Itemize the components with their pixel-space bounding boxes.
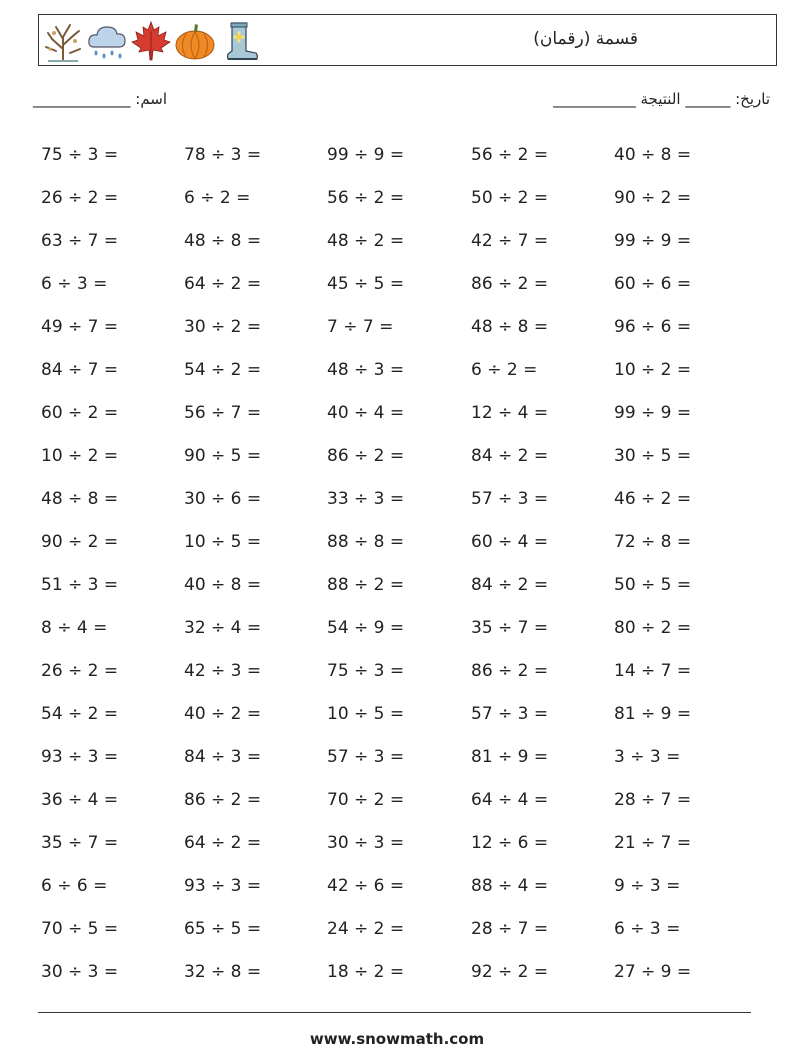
division-problem: 64 ÷ 2 = (184, 274, 262, 294)
division-problem: 56 ÷ 7 = (184, 403, 262, 423)
division-problem: 42 ÷ 3 = (184, 661, 262, 681)
division-problem: 65 ÷ 5 = (184, 919, 262, 939)
name-line: اسم: _____________ (33, 90, 168, 108)
division-problem: 8 ÷ 4 = (41, 618, 108, 638)
division-problem: 6 ÷ 2 = (471, 360, 538, 380)
division-problem: 30 ÷ 2 = (184, 317, 262, 337)
division-problem: 90 ÷ 2 = (614, 188, 692, 208)
division-problem: 86 ÷ 2 = (184, 790, 262, 810)
division-problem: 50 ÷ 2 = (471, 188, 549, 208)
division-problem: 18 ÷ 2 = (327, 962, 405, 982)
division-problem: 86 ÷ 2 = (471, 661, 549, 681)
division-problem: 49 ÷ 7 = (41, 317, 119, 337)
division-problem: 9 ÷ 3 = (614, 876, 681, 896)
division-problem: 72 ÷ 8 = (614, 532, 692, 552)
division-problem: 80 ÷ 2 = (614, 618, 692, 638)
division-problem: 33 ÷ 3 = (327, 489, 405, 509)
division-problem: 78 ÷ 3 = (184, 145, 262, 165)
division-problem: 42 ÷ 7 = (471, 231, 549, 251)
division-problem: 40 ÷ 2 = (184, 704, 262, 724)
division-problem: 35 ÷ 7 = (471, 618, 549, 638)
division-problem: 35 ÷ 7 = (41, 833, 119, 853)
division-problem: 12 ÷ 4 = (471, 403, 549, 423)
division-problem: 24 ÷ 2 = (327, 919, 405, 939)
division-problem: 48 ÷ 8 = (41, 489, 119, 509)
division-problem: 75 ÷ 3 = (327, 661, 405, 681)
division-problem: 99 ÷ 9 = (614, 403, 692, 423)
division-problem: 81 ÷ 9 = (614, 704, 692, 724)
division-problem: 51 ÷ 3 = (41, 575, 119, 595)
division-problem: 10 ÷ 5 = (327, 704, 405, 724)
division-problem: 93 ÷ 3 = (184, 876, 262, 896)
division-problem: 70 ÷ 5 = (41, 919, 119, 939)
footer-url: www.snowmath.com (309, 1030, 485, 1048)
division-problem: 75 ÷ 3 = (41, 145, 119, 165)
division-problem: 81 ÷ 9 = (471, 747, 549, 767)
division-problem: 27 ÷ 9 = (614, 962, 692, 982)
division-problem: 88 ÷ 4 = (471, 876, 549, 896)
division-problem: 84 ÷ 3 = (184, 747, 262, 767)
division-problem: 54 ÷ 2 = (184, 360, 262, 380)
division-problem: 63 ÷ 7 = (41, 231, 119, 251)
division-problem: 26 ÷ 2 = (41, 661, 119, 681)
division-problem: 57 ÷ 3 = (471, 489, 549, 509)
division-problem: 84 ÷ 2 = (471, 446, 549, 466)
division-problem: 64 ÷ 4 = (471, 790, 549, 810)
division-problem: 99 ÷ 9 = (614, 231, 692, 251)
division-problem: 84 ÷ 7 = (41, 360, 119, 380)
division-problem: 30 ÷ 5 = (614, 446, 692, 466)
division-problem: 10 ÷ 2 = (614, 360, 692, 380)
division-problem: 60 ÷ 4 = (471, 532, 549, 552)
division-problem: 40 ÷ 4 = (327, 403, 405, 423)
division-problem: 3 ÷ 3 = (614, 747, 681, 767)
division-problem: 26 ÷ 2 = (41, 188, 119, 208)
division-problem: 96 ÷ 6 = (614, 317, 692, 337)
worksheet-title: قسمة (رقمان) (533, 29, 638, 49)
division-problem: 28 ÷ 7 = (471, 919, 549, 939)
division-problem: 70 ÷ 2 = (327, 790, 405, 810)
division-problem: 90 ÷ 5 = (184, 446, 262, 466)
division-problem: 42 ÷ 6 = (327, 876, 405, 896)
division-problem: 40 ÷ 8 = (614, 145, 692, 165)
division-problem: 28 ÷ 7 = (614, 790, 692, 810)
division-problem: 56 ÷ 2 = (471, 145, 549, 165)
division-problem: 46 ÷ 2 = (614, 489, 692, 509)
division-problem: 88 ÷ 2 = (327, 575, 405, 595)
division-problem: 30 ÷ 3 = (327, 833, 405, 853)
division-problem: 64 ÷ 2 = (184, 833, 262, 853)
division-problem: 48 ÷ 8 = (184, 231, 262, 251)
division-problem: 32 ÷ 4 = (184, 618, 262, 638)
division-problem: 40 ÷ 8 = (184, 575, 262, 595)
division-problem: 88 ÷ 8 = (327, 532, 405, 552)
division-problem: 12 ÷ 6 = (471, 833, 549, 853)
division-problem: 10 ÷ 2 = (41, 446, 119, 466)
division-problem: 10 ÷ 5 = (184, 532, 262, 552)
division-problem: 86 ÷ 2 = (471, 274, 549, 294)
division-problem: 93 ÷ 3 = (41, 747, 119, 767)
division-problem: 6 ÷ 6 = (41, 876, 108, 896)
division-problem: 54 ÷ 2 = (41, 704, 119, 724)
division-problem: 48 ÷ 3 = (327, 360, 405, 380)
division-problem: 30 ÷ 6 = (184, 489, 262, 509)
division-problem: 6 ÷ 3 = (41, 274, 108, 294)
division-problem: 57 ÷ 3 = (327, 747, 405, 767)
division-problem: 30 ÷ 3 = (41, 962, 119, 982)
division-problem: 6 ÷ 3 = (614, 919, 681, 939)
division-problem: 86 ÷ 2 = (327, 446, 405, 466)
division-problem: 90 ÷ 2 = (41, 532, 119, 552)
division-problem: 6 ÷ 2 = (184, 188, 251, 208)
division-problem: 32 ÷ 8 = (184, 962, 262, 982)
division-problem: 50 ÷ 5 = (614, 575, 692, 595)
division-problem: 21 ÷ 7 = (614, 833, 692, 853)
division-problem: 56 ÷ 2 = (327, 188, 405, 208)
footer-divider (38, 1012, 751, 1013)
division-problem: 48 ÷ 8 = (471, 317, 549, 337)
division-problem: 99 ÷ 9 = (327, 145, 405, 165)
division-problem: 57 ÷ 3 = (471, 704, 549, 724)
date-score-line: تاريخ: ______ النتيجة ___________ (553, 90, 770, 108)
division-problem: 84 ÷ 2 = (471, 575, 549, 595)
division-problem: 7 ÷ 7 = (327, 317, 394, 337)
division-problem: 48 ÷ 2 = (327, 231, 405, 251)
division-problem: 60 ÷ 2 = (41, 403, 119, 423)
division-problem: 60 ÷ 6 = (614, 274, 692, 294)
division-problem: 45 ÷ 5 = (327, 274, 405, 294)
division-problem: 54 ÷ 9 = (327, 618, 405, 638)
division-problem: 92 ÷ 2 = (471, 962, 549, 982)
division-problem: 14 ÷ 7 = (614, 661, 692, 681)
division-problem: 36 ÷ 4 = (41, 790, 119, 810)
